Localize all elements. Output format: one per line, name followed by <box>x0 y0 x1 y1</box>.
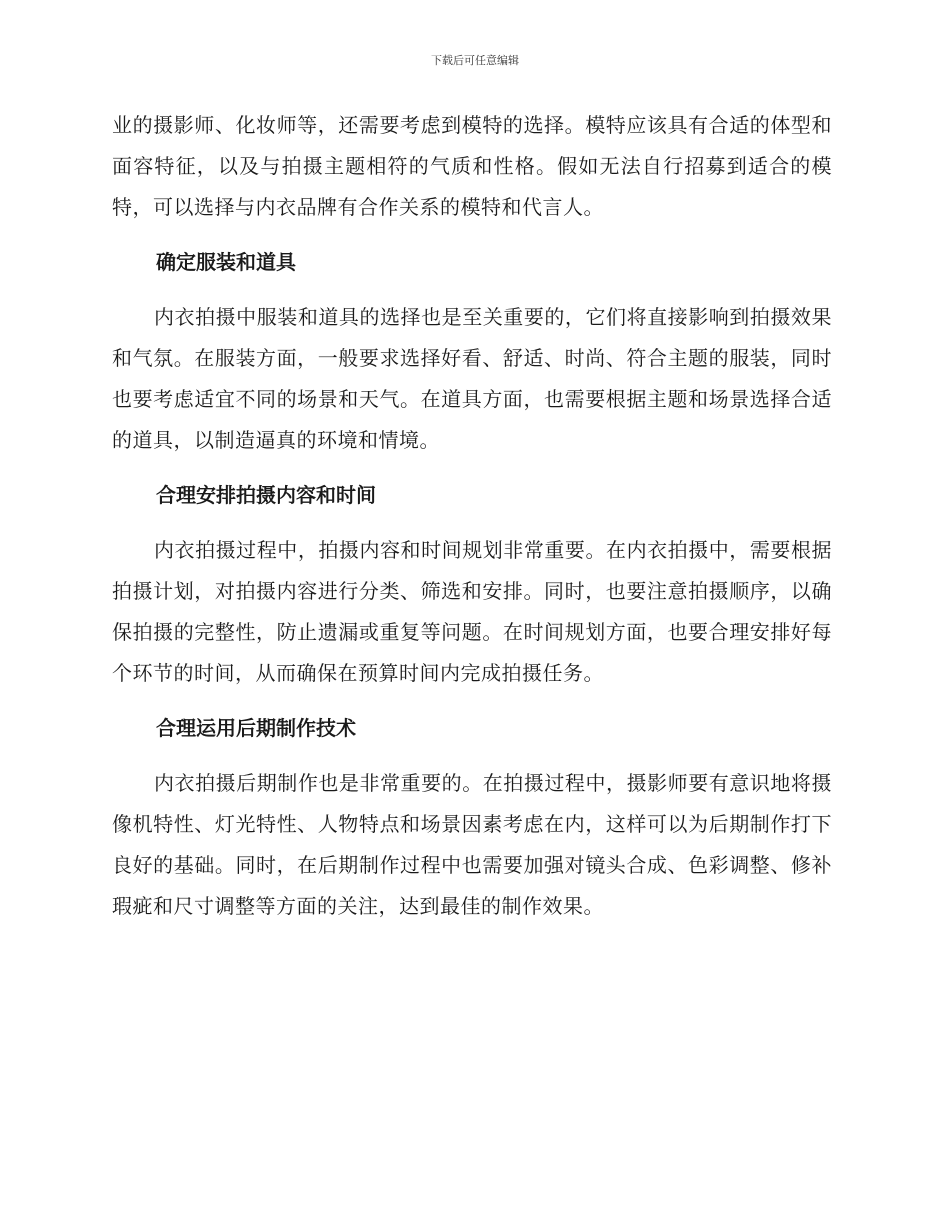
paragraph-schedule: 内衣拍摄过程中，拍摄内容和时间规划非常重要。在内衣拍摄中，需要根据拍摄计划，对拍摄内容进行分类、筛选和安排。同时，也要注意拍摄顺序，以确保拍摄的完整性，防止遗漏或重复等问题。在时间规划方面，也要合理安排好每个环节的时间，从而确保在预算时间内完成拍摄任务。 <box>112 538 832 685</box>
paragraph-model-selection: 业的摄影师、化妆师等，还需要考虑到模特的选择。模特应该具有合适的体型和面容特征，以及与拍摄主题相符的气质和性格。假如无法自行招募到适合的模特，可以选择与内衣品牌有合作关系的模特和代言人。 <box>112 113 832 219</box>
paragraph-costume-props: 内衣拍摄中服装和道具的选择也是至关重要的，它们将直接影响到拍摄效果和气氛。在服装方面，一般要求选择好看、舒适、时尚、符合主题的服装，同时也要考虑适宜不同的场景和天气。在道具方面，也需要根据主题和场景选择合适的道具，以制造逼真的环境和情境。 <box>112 305 832 452</box>
section-heading-costume-props: 确定服装和道具 <box>156 250 296 274</box>
page-header-note: 下载后可任意编辑 <box>431 54 519 67</box>
paragraph-post-production: 内衣拍摄后期制作也是非常重要的。在拍摄过程中，摄影师要有意识地将摄像机特性、灯光特性、人物特点和场景因素考虑在内，这样可以为后期制作打下良好的基础。同时，在后期制作过程中也需要加强对镜头合成、色彩调整、修补瑕疵和尺寸调整等方面的关注，达到最佳的制作效果。 <box>112 771 832 918</box>
document-body <box>112 105 832 941</box>
section-heading-post-production: 合理运用后期制作技术 <box>156 716 356 740</box>
section-heading-schedule: 合理安排拍摄内容和时间 <box>156 483 376 507</box>
